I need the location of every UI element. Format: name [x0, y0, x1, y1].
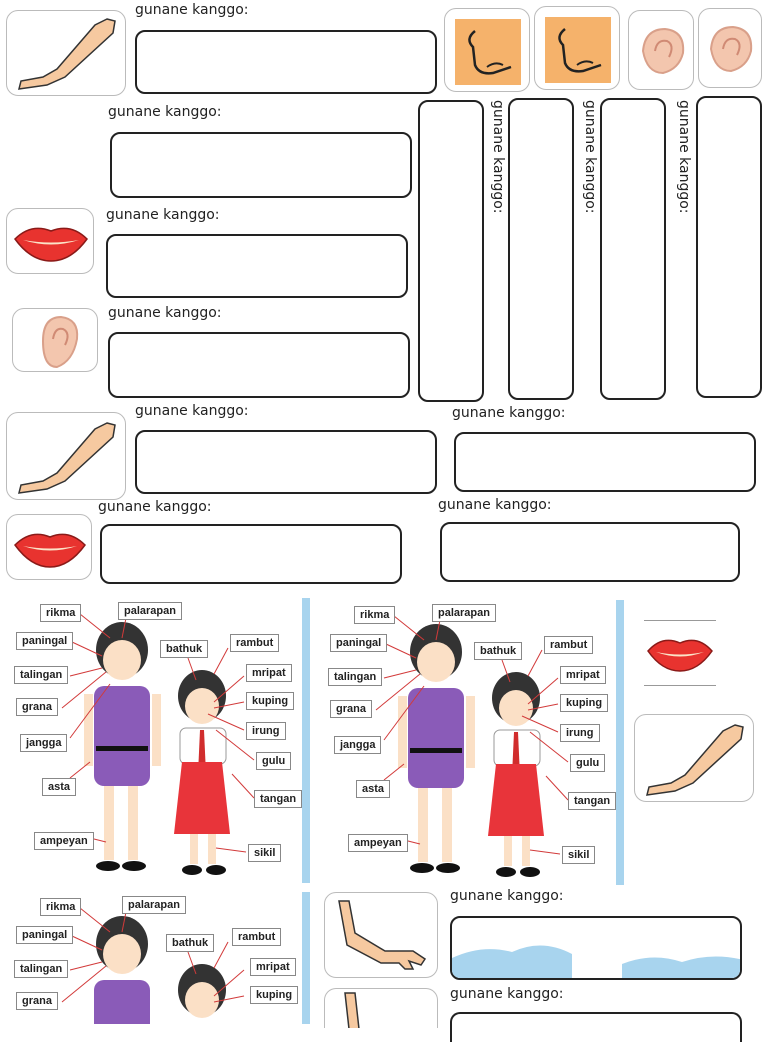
label-rikma: rikma: [40, 604, 81, 622]
row6b-label: gunane kanggo:: [438, 497, 552, 513]
label-bathuk: bathuk: [160, 640, 208, 658]
label-bathuk: bathuk: [474, 642, 522, 660]
label-gulu: gulu: [256, 752, 291, 770]
nose-picture-1: [444, 8, 530, 92]
row4-label: gunane kanggo:: [108, 305, 222, 321]
arm-icon: [325, 893, 438, 978]
label-palarapan: palarapan: [118, 602, 182, 620]
label-irung: irung: [246, 722, 286, 740]
body-diagram-3: [10, 892, 310, 1024]
label-rambut: rambut: [230, 634, 279, 652]
label-jangga: jangga: [334, 736, 381, 754]
ear-icon: [629, 11, 694, 90]
label-rikma: rikma: [354, 606, 395, 624]
leg-icon: [325, 989, 438, 1028]
row5b-label: gunane kanggo:: [452, 405, 566, 421]
row-leg-answer-box[interactable]: [450, 1012, 742, 1042]
vertical-answer-box-2[interactable]: [508, 98, 574, 400]
label-kuping: kuping: [560, 694, 608, 712]
row3-answer-box[interactable]: [106, 234, 408, 298]
label-tangan: tangan: [568, 792, 616, 810]
row2-label: gunane kanggo:: [108, 104, 222, 120]
arm-picture: [324, 892, 438, 978]
row1-label: gunane kanggo:: [135, 2, 249, 18]
label-jangga: jangga: [20, 734, 67, 752]
leg-picture-3: [634, 714, 754, 802]
row3-label: gunane kanggo:: [106, 207, 220, 223]
label-rikma: rikma: [40, 898, 81, 916]
label-talingan: talingan: [14, 960, 68, 978]
body-diagram-1: [10, 598, 310, 883]
vertical-answer-box-1[interactable]: [418, 100, 484, 402]
label-grana: grana: [16, 698, 58, 716]
row4-answer-box[interactable]: [108, 332, 410, 398]
nose-icon: [535, 7, 620, 90]
vertical-answer-box-4[interactable]: [696, 96, 762, 398]
label-tangan: tangan: [254, 790, 302, 808]
row-leg-label: gunane kanggo:: [450, 986, 564, 1002]
label-asta: asta: [42, 778, 76, 796]
label-ampeyan: ampeyan: [34, 832, 94, 850]
ear-icon: [13, 309, 98, 372]
row5b-answer-box[interactable]: [454, 432, 756, 492]
row1-answer-box[interactable]: [135, 30, 437, 94]
label-asta: asta: [356, 780, 390, 798]
label-paningal: paningal: [16, 632, 73, 650]
vertical-label-2: gunane kanggo:: [582, 100, 598, 214]
lips-icon: [7, 209, 94, 274]
label-sikil: sikil: [248, 844, 281, 862]
label-grana: grana: [330, 700, 372, 718]
label-rambut: rambut: [232, 928, 281, 946]
vertical-answer-box-3[interactable]: [600, 98, 666, 400]
lips-picture-2: [6, 514, 92, 580]
vertical-label-3: gunane kanggo:: [676, 100, 692, 214]
leg-icon: [7, 413, 126, 500]
row5-answer-box[interactable]: [135, 430, 437, 494]
label-grana: grana: [16, 992, 58, 1010]
label-mripat: mripat: [560, 666, 606, 684]
label-paningal: paningal: [330, 634, 387, 652]
ear-picture-1: [628, 10, 694, 90]
label-bathuk: bathuk: [166, 934, 214, 952]
leg-icon: [7, 11, 126, 96]
ear-icon: [699, 9, 762, 88]
label-paningal: paningal: [16, 926, 73, 944]
row6-answer-box[interactable]: [100, 524, 402, 584]
label-kuping: kuping: [246, 692, 294, 710]
label-kuping: kuping: [250, 986, 298, 1004]
lips-picture-3: [644, 620, 716, 686]
row-arm-answer-box[interactable]: [450, 916, 742, 980]
ear-picture-2: [698, 8, 762, 88]
leg-picture: [6, 10, 126, 96]
label-sikil: sikil: [562, 846, 595, 864]
nose-picture-2: [534, 6, 620, 90]
row6b-answer-box[interactable]: [440, 522, 740, 582]
row5-label: gunane kanggo:: [135, 403, 249, 419]
label-talingan: talingan: [14, 666, 68, 684]
label-palarapan: palarapan: [122, 896, 186, 914]
label-palarapan: palarapan: [432, 604, 496, 622]
label-gulu: gulu: [570, 754, 605, 772]
label-mripat: mripat: [250, 958, 296, 976]
leg-picture-4: [324, 988, 438, 1028]
lips-picture: [6, 208, 94, 274]
label-mripat: mripat: [246, 664, 292, 682]
ear-picture-3: [12, 308, 98, 372]
row6-label: gunane kanggo:: [98, 499, 212, 515]
leg-icon: [635, 715, 754, 802]
label-irung: irung: [560, 724, 600, 742]
vertical-label-1: gunane kanggo:: [490, 100, 506, 214]
row-arm-label: gunane kanggo:: [450, 888, 564, 904]
label-ampeyan: ampeyan: [348, 834, 408, 852]
row2-answer-box[interactable]: [110, 132, 412, 198]
sky-decoration: [452, 918, 742, 980]
body-diagram-2: [324, 600, 624, 885]
label-talingan: talingan: [328, 668, 382, 686]
label-rambut: rambut: [544, 636, 593, 654]
lips-icon: [644, 621, 716, 685]
leg-picture-2: [6, 412, 126, 500]
lips-icon: [7, 515, 92, 580]
nose-icon: [445, 9, 530, 92]
